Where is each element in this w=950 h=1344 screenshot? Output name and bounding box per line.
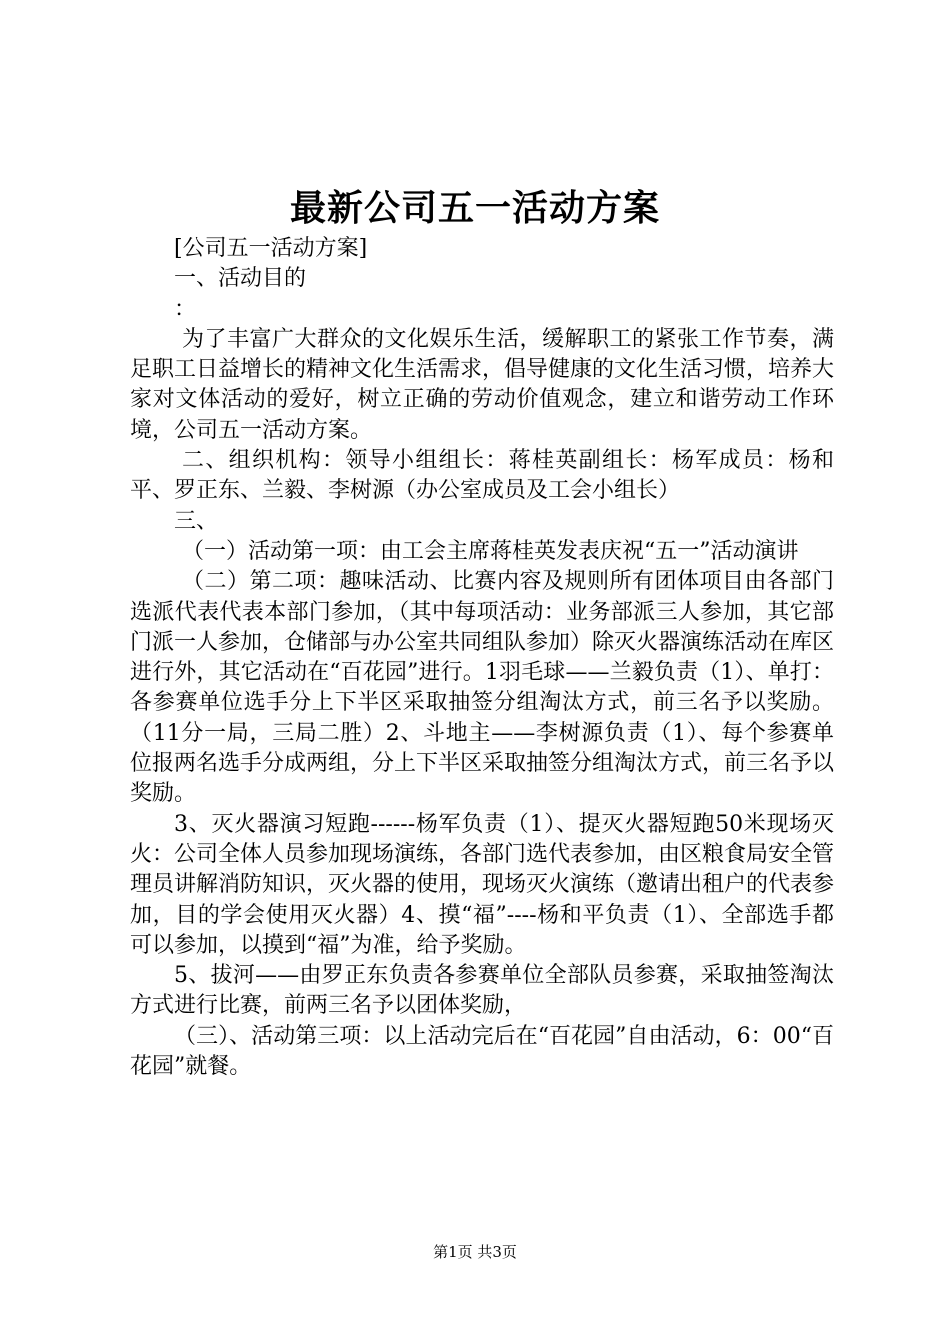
document-title: 最新公司五一活动方案 (289, 187, 660, 229)
document-body (130, 234, 834, 1082)
paragraph-subtitle: [公司五一活动方案] (174, 236, 368, 261)
paragraph-section-3-heading: 三、 (174, 508, 219, 534)
paragraph-tug-of-war: 5、拔河——由罗正东负责各参赛单位全部队员参赛，采取抽签淘汰方式进行比赛，前两三名予以团体奖励， (130, 963, 834, 1019)
paragraph-purpose: 为了丰富广大群众的文化娱乐生活，缓解职工的紧张工作节奏，满足职工日益增长的精神文化生活需求，倡导健康的文化生活习惯，培养大家对文体活动的爱好，树立正确的劳动价值观念，建立和谐劳动工作环境，公司五一活动方案。 (130, 326, 835, 443)
paragraph-section-1-heading: 一、活动目的 (174, 266, 307, 292)
paragraph-activity-2: （二）第二项：趣味活动、比赛内容及规则所有团体项目由各部门选派代表代表本部门参加，（其中每项活动：业务部派三人参加，其它部门派一人参加，仓储部与办公室共同组队参加）除灭火器演练活动在库区进行外，其它活动在“百花园”进行。1羽毛球——兰毅负责（1）、单打：各参赛单位选手分上下半区采取抽签分组淘汰方式，前三名予以奖励。（11分一局，三局二胜）2、斗地主——李树源负责（1）、每个参赛单位报两名选手分成两组，分上下半区采取抽签分组淘汰方式，前三名予以奖励。 (130, 569, 835, 807)
paragraph-organization: 二、组织机构：领导小组组长：蒋桂英副组长：杨军成员：杨和平、罗正东、兰毅、李树源（办公室成员及工会小组长） (130, 448, 834, 504)
paragraph-activity-third: （三）、活动第三项：以上活动完后在“百花园”自由活动，6：00“百花园”就餐。 (130, 1023, 834, 1080)
paragraph-colon: ： (174, 296, 197, 322)
paragraph-activity-1: （一）活动第一项：由工会主席蒋桂英发表庆祝“五一”活动演讲 (182, 538, 799, 564)
page-number-footer: 第1页 共3页 (433, 1243, 517, 1261)
paragraph-activity-3-fire-drill: 3、灭火器演习短跑------杨军负责（1）、提灭火器短跑50米现场灭火：公司全体人员参加现场演练，各部门选代表参加，由区粮食局安全管理员讲解消防知识，灭火器的使用，现场灭火演练（邀请出租户的代表参加，目的学会使用灭火器）4、摸“福”----杨和平负责（1）、全部选手都可以参加，以摸到“福”为准，给予奖励。 (130, 811, 835, 958)
